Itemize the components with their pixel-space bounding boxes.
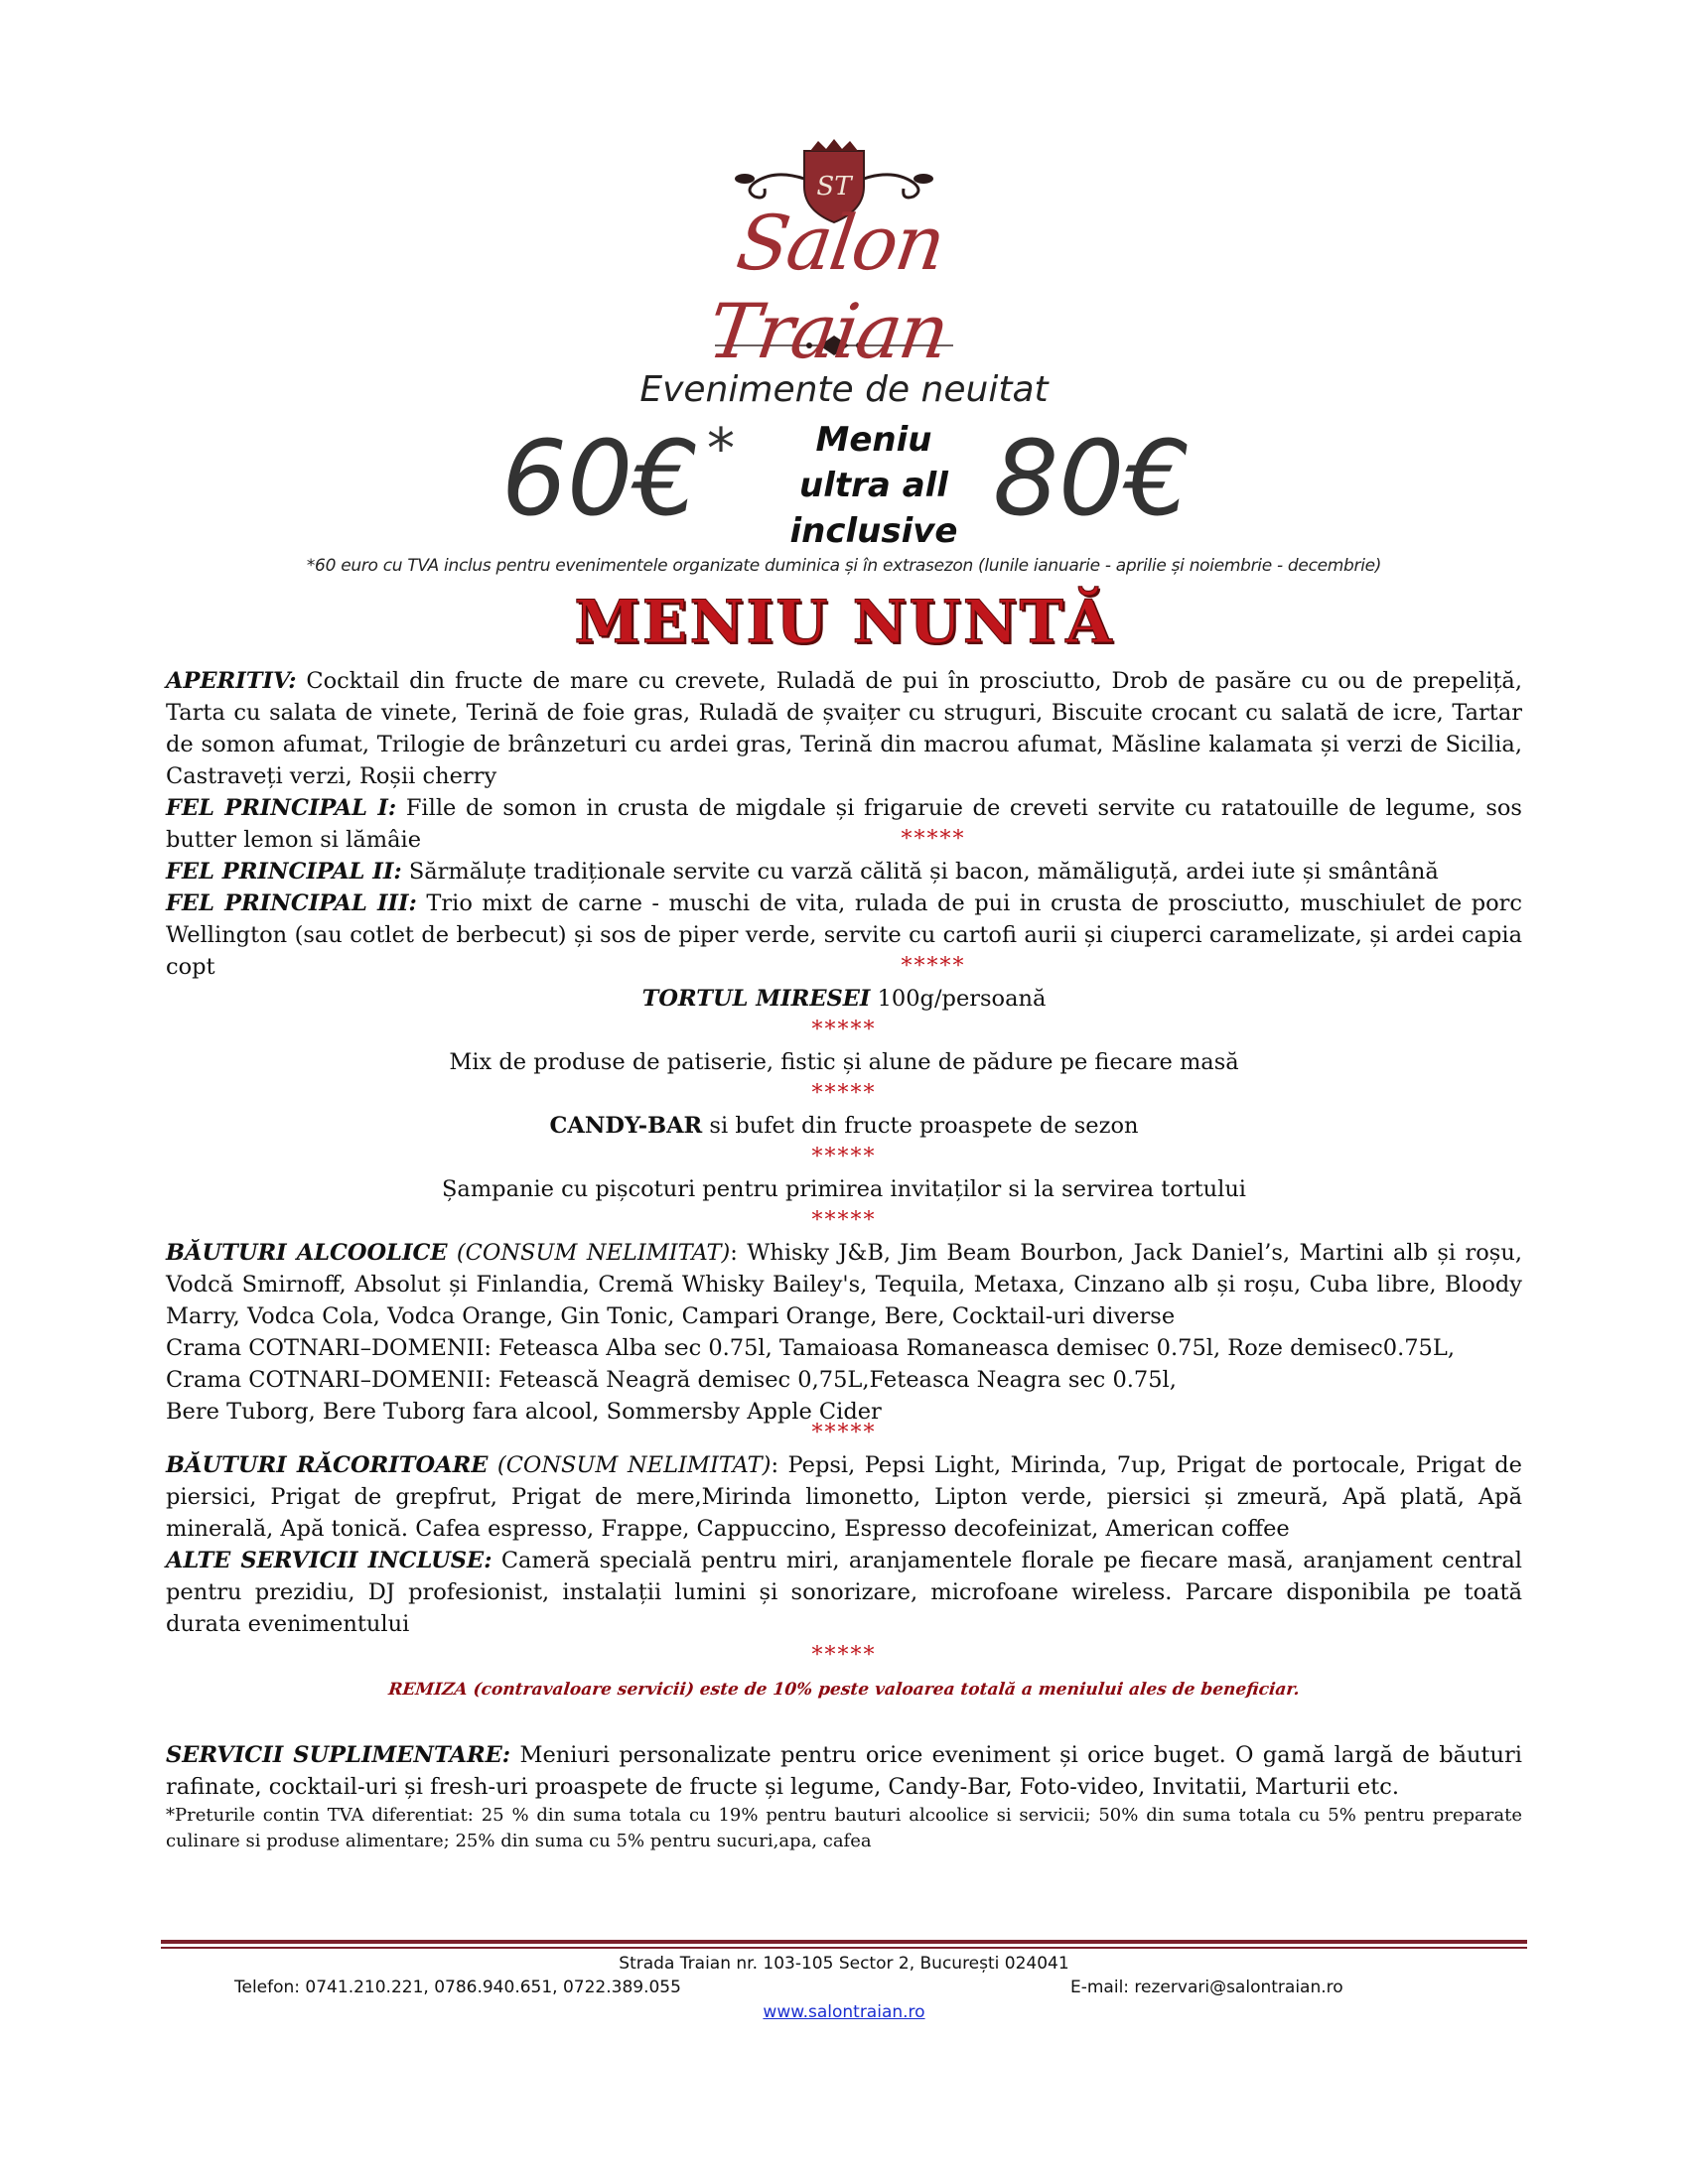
salon-traian-logo <box>616 139 1053 375</box>
svg-text:ST: ST <box>816 172 852 202</box>
separator-stars: ***** <box>811 1208 877 1233</box>
sampanie-line: Șampanie cu pișcoturi pentru primirea invitaților si la servirea tortului <box>442 1176 1246 1202</box>
alcool-text: : Whisky J&B, Jim Beam Bourbon, Jack Daniel’s, Martini alb și roșu, Vodcă Smirnoff, Absolut și Finlandia, Cremă Whisky Bailey's, Tequila, Metaxa, Cinzano alb și roșu, Cuba libre, Bloody Marry, Vodca Cola, Vodca Orange, Gin Tonic, Campari Orange, Bere, Cocktail-uri diverse <box>166 1240 1522 1329</box>
separator-stars: ***** <box>811 1081 877 1106</box>
separator-stars: ***** <box>811 1018 877 1042</box>
servicii-suplimentare-text: Meniuri personalizate pentru orice eveniment și orice buget. O gamă largă de băuturi rafinate, cocktail-uri și fresh-uri proaspete de fructe și legume, Candy-Bar, Foto-video, Invitatii, Marturii etc. <box>166 1742 1523 1800</box>
separator-stars: ***** <box>901 827 966 852</box>
aperitiv-section <box>166 665 1522 792</box>
separator-stars: ***** <box>811 1145 877 1169</box>
fel3-text: Trio mixt de carne - muschi de vita, rulada de pui in crusta de prosciutto, muschiulet de porc Wellington (sau cotlet de berbecut) și sos de piper verde, servite cu cartofi aurii și ciuperci caramelizate, și ardei capia copt <box>166 890 1522 980</box>
separator-stars: ***** <box>811 1643 877 1668</box>
footer-phone: Telefon: 0741.210.221, 0786.940.651, 0722.389.055 <box>234 1978 681 1997</box>
crama-line-2: Crama COTNARI–DOMENII: Fetească Neagră demisec 0,75L,Feteasca Neagra sec 0.75l, <box>166 1367 1177 1393</box>
tort-text: 100g/persoană <box>870 986 1047 1012</box>
remiza-note: REMIZA (contravaloare servicii) este de 10% peste valoarea totală a meniului ales de beneficiar. <box>387 1680 1301 1700</box>
fel2-section <box>166 856 1522 887</box>
separator-stars: ***** <box>901 954 966 979</box>
alte-servicii-section <box>166 1545 1522 1640</box>
menu-content <box>166 665 1522 1854</box>
separator-stars: ***** <box>811 1421 877 1445</box>
crama-line-1: Crama COTNARI–DOMENII: Feteasca Alba sec 0.75l, Tamaioasa Romaneasca demisec 0.75l, Roze demisec0.75L, <box>166 1335 1455 1361</box>
racoritoare-text: : Pepsi, Pepsi Light, Mirinda, 7up, Prigat de portocale, Prigat de piersici, Prigat de grepfrut, Prigat de mere,Mirinda limonetto, Lipton verde, piersici și zmeură, Apă plată, Apă minerală, Apă tonică. Cafea espresso, Frappe, Cappuccino, Espresso decofeinizat, American coffee <box>166 1452 1522 1542</box>
price-high: 80€ <box>993 418 1191 539</box>
fel3-label: FEL PRINCIPAL III: <box>166 890 417 916</box>
servicii-suplimentare-label: SERVICII SUPLIMENTARE: <box>166 1742 511 1768</box>
bere-line: Bere Tuborg, Bere Tuborg fara alcool, Sommersby Apple Cider <box>166 1399 882 1425</box>
fel2-label: FEL PRINCIPAL II: <box>166 859 402 885</box>
fel1-label: FEL PRINCIPAL I: <box>166 795 397 821</box>
alte-servicii-label: ALTE SERVICII INCLUSE: <box>166 1548 492 1573</box>
menu-label-line-1: Meniu <box>815 420 932 460</box>
racoritoare-label: BĂUTURI RĂCORITOARE <box>166 1452 489 1478</box>
menu-label-line-3: inclusive <box>789 511 958 551</box>
candy-bar-label: CANDY-BAR <box>549 1113 703 1139</box>
price-note: *60 euro cu TVA inclus pentru evenimentele organizate duminica și în extrasezon (lunile ianuarie - aprilie și noiembrie - decembrie) <box>306 556 1382 576</box>
price-low: 60€ <box>501 418 699 539</box>
footer-email[interactable]: E-mail: rezervari@salontraian.ro <box>1070 1978 1343 1997</box>
footer-website-link[interactable]: www.salontraian.ro <box>763 2002 925 2022</box>
racoritoare-paren: (CONSUM NELIMITAT) <box>488 1452 772 1478</box>
alcool-section <box>166 1237 1522 1332</box>
candy-bar-section <box>166 1110 1522 1142</box>
footer-divider <box>161 1947 1527 1949</box>
alte-servicii-text: Cameră specială pentru miri, aranjamentele florale pe fiecare masă, aranjament central pentru prezidiu, DJ profesionist, instalații lumini și sonorizare, microfoane wireless. Parcare disponibila pe toată durata evenimentului <box>166 1548 1522 1637</box>
price-row <box>0 417 1688 556</box>
menu-type-label <box>765 417 983 554</box>
footer-divider <box>161 1940 1527 1944</box>
alcool-paren: (CONSUM NELIMITAT) <box>447 1240 731 1266</box>
logo-wordmark: Salon Traian <box>703 199 953 375</box>
preturi-note: *Preturile contin TVA diferentiat: 25 % din suma totala cu 19% pentru bauturi alcoolice si servicii; 50% din suma totala cu 5% pentru preparate culinare si produse alimentare; 25% din suma cu 5% pentru sucuri,apa, cafea <box>166 1805 1522 1851</box>
tort-section <box>166 983 1522 1015</box>
servicii-suplimentare-section <box>166 1739 1522 1803</box>
menu-title: MENIU NUNTĂ <box>574 588 1114 657</box>
price-asterisk: * <box>707 417 735 481</box>
aperitiv-label: APERITIV: <box>166 668 297 694</box>
tort-label: TORTUL MIRESEI <box>641 986 871 1012</box>
aperitiv-text: Cocktail din fructe de mare cu crevete, Ruladă de pui în prosciutto, Drob de pasăre cu ou de prepeliță, Tarta cu salata de vinete, Terină de foie gras, Ruladă de șvaițer cu struguri, Biscuite crocant cu salată de icre, Tartar de somon afumat, Trilogie de brânzeturi cu ardei gras, Terină din macrou afumat, Măsline kalamata și verzi de Sicilia, Castraveți verzi, Roșii cherry <box>166 668 1522 789</box>
footer-address: Strada Traian nr. 103-105 Sector 2, București 024041 <box>619 1954 1069 1974</box>
patiserie-line: Mix de produse de patiserie, fistic și alune de pădure pe fiecare masă <box>449 1049 1239 1075</box>
menu-label-line-2: ultra all <box>799 466 948 505</box>
racoritoare-section <box>166 1449 1522 1545</box>
alcool-label: BĂUTURI ALCOOLICE <box>166 1240 448 1266</box>
fel1-text: Fille de somon in crusta de migdale și frigaruie de creveti servite cu ratatouille de legume, sos butter lemon si lămâie <box>166 795 1522 853</box>
candy-bar-text: si bufet din fructe proaspete de sezon <box>702 1113 1139 1139</box>
spacer <box>166 1706 1522 1739</box>
tagline: Evenimente de neuitat <box>639 369 1049 410</box>
fel2-text: Sărmăluțe tradiționale servite cu varză călită și bacon, mămăliguță, ardei iute și smântână <box>401 859 1439 885</box>
